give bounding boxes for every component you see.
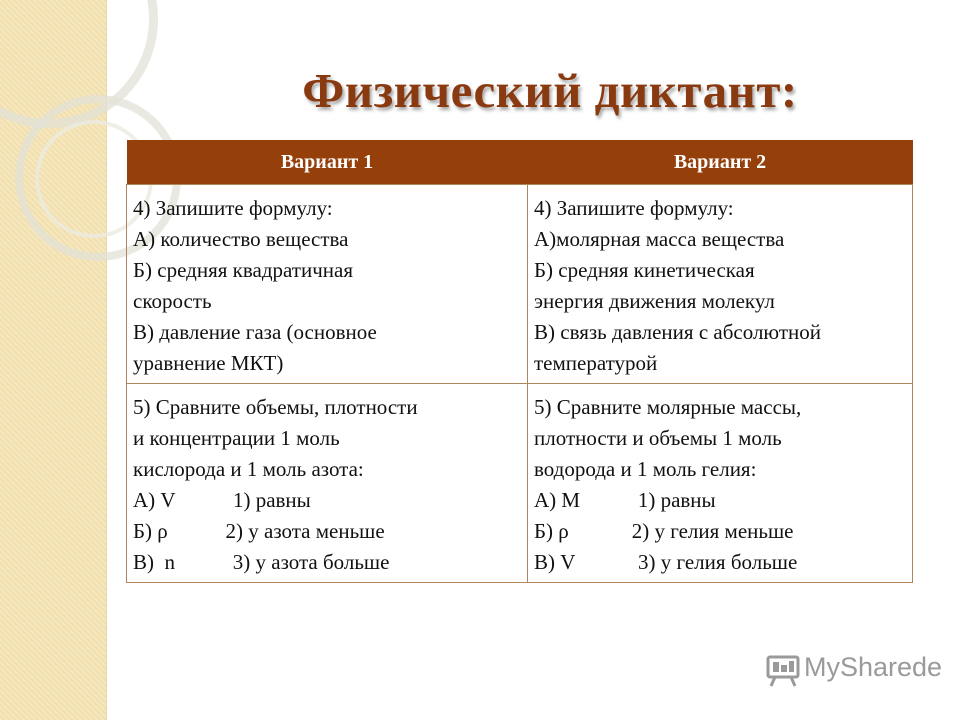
task-4-variant-1 (127, 185, 528, 384)
dictation-table (126, 140, 913, 583)
cell-line: 4) Запишите формулу: (534, 196, 734, 220)
cell-line: Б) ρ 2) у гелия меньше (534, 519, 794, 543)
cell-line: А)молярная масса вещества (534, 227, 785, 251)
header-variant-1: Вариант 1 (127, 140, 528, 185)
header-variant-2: Вариант 2 (528, 140, 913, 185)
cell-line: 4) Запишите формулу: (133, 196, 333, 220)
task-4-variant-2 (528, 185, 913, 384)
cell-line: температурой (534, 351, 658, 375)
table-header-row (127, 140, 913, 185)
cell-line: В) V 3) у гелия больше (534, 550, 798, 574)
cell-line: В) n 3) у азота больше (133, 550, 390, 574)
cell-line: кислорода и 1 моль азота: (133, 457, 364, 481)
cell-line: Б) средняя квадратичная (133, 258, 353, 282)
cell-line: Б) ρ 2) у азота меньше (133, 519, 385, 543)
slide-title: Физический диктант: (302, 63, 798, 118)
cell-line: В) давление газа (основное (133, 320, 377, 344)
cell-line: 5) Сравните молярные массы, (534, 395, 802, 419)
cell-line: А) количество вещества (133, 227, 349, 251)
cell-line: уравнение МКТ) (133, 351, 284, 375)
cell-line: Б) средняя кинетическая (534, 258, 755, 282)
cell-line: В) связь давления с абсолютной (534, 320, 821, 344)
task-5-variant-2 (528, 384, 913, 583)
cell-line: плотности и объемы 1 моль (534, 426, 782, 450)
watermark-text: MySharede (804, 652, 943, 682)
cell-line: и концентрации 1 моль (133, 426, 340, 450)
chalkboard-icon (765, 653, 801, 689)
cell-line: энергия движения молекул (534, 289, 775, 313)
cell-line: А) V 1) равны (133, 488, 311, 512)
table-row (127, 185, 913, 384)
cell-line: 5) Сравните объемы, плотности (133, 395, 418, 419)
table-row (127, 384, 913, 583)
cell-line: А) М 1) равны (534, 488, 716, 512)
cell-line: скорость (133, 289, 212, 313)
watermark-logo (765, 651, 943, 691)
task-5-variant-1 (127, 384, 528, 583)
cell-line: водорода и 1 моль гелия: (534, 457, 757, 481)
